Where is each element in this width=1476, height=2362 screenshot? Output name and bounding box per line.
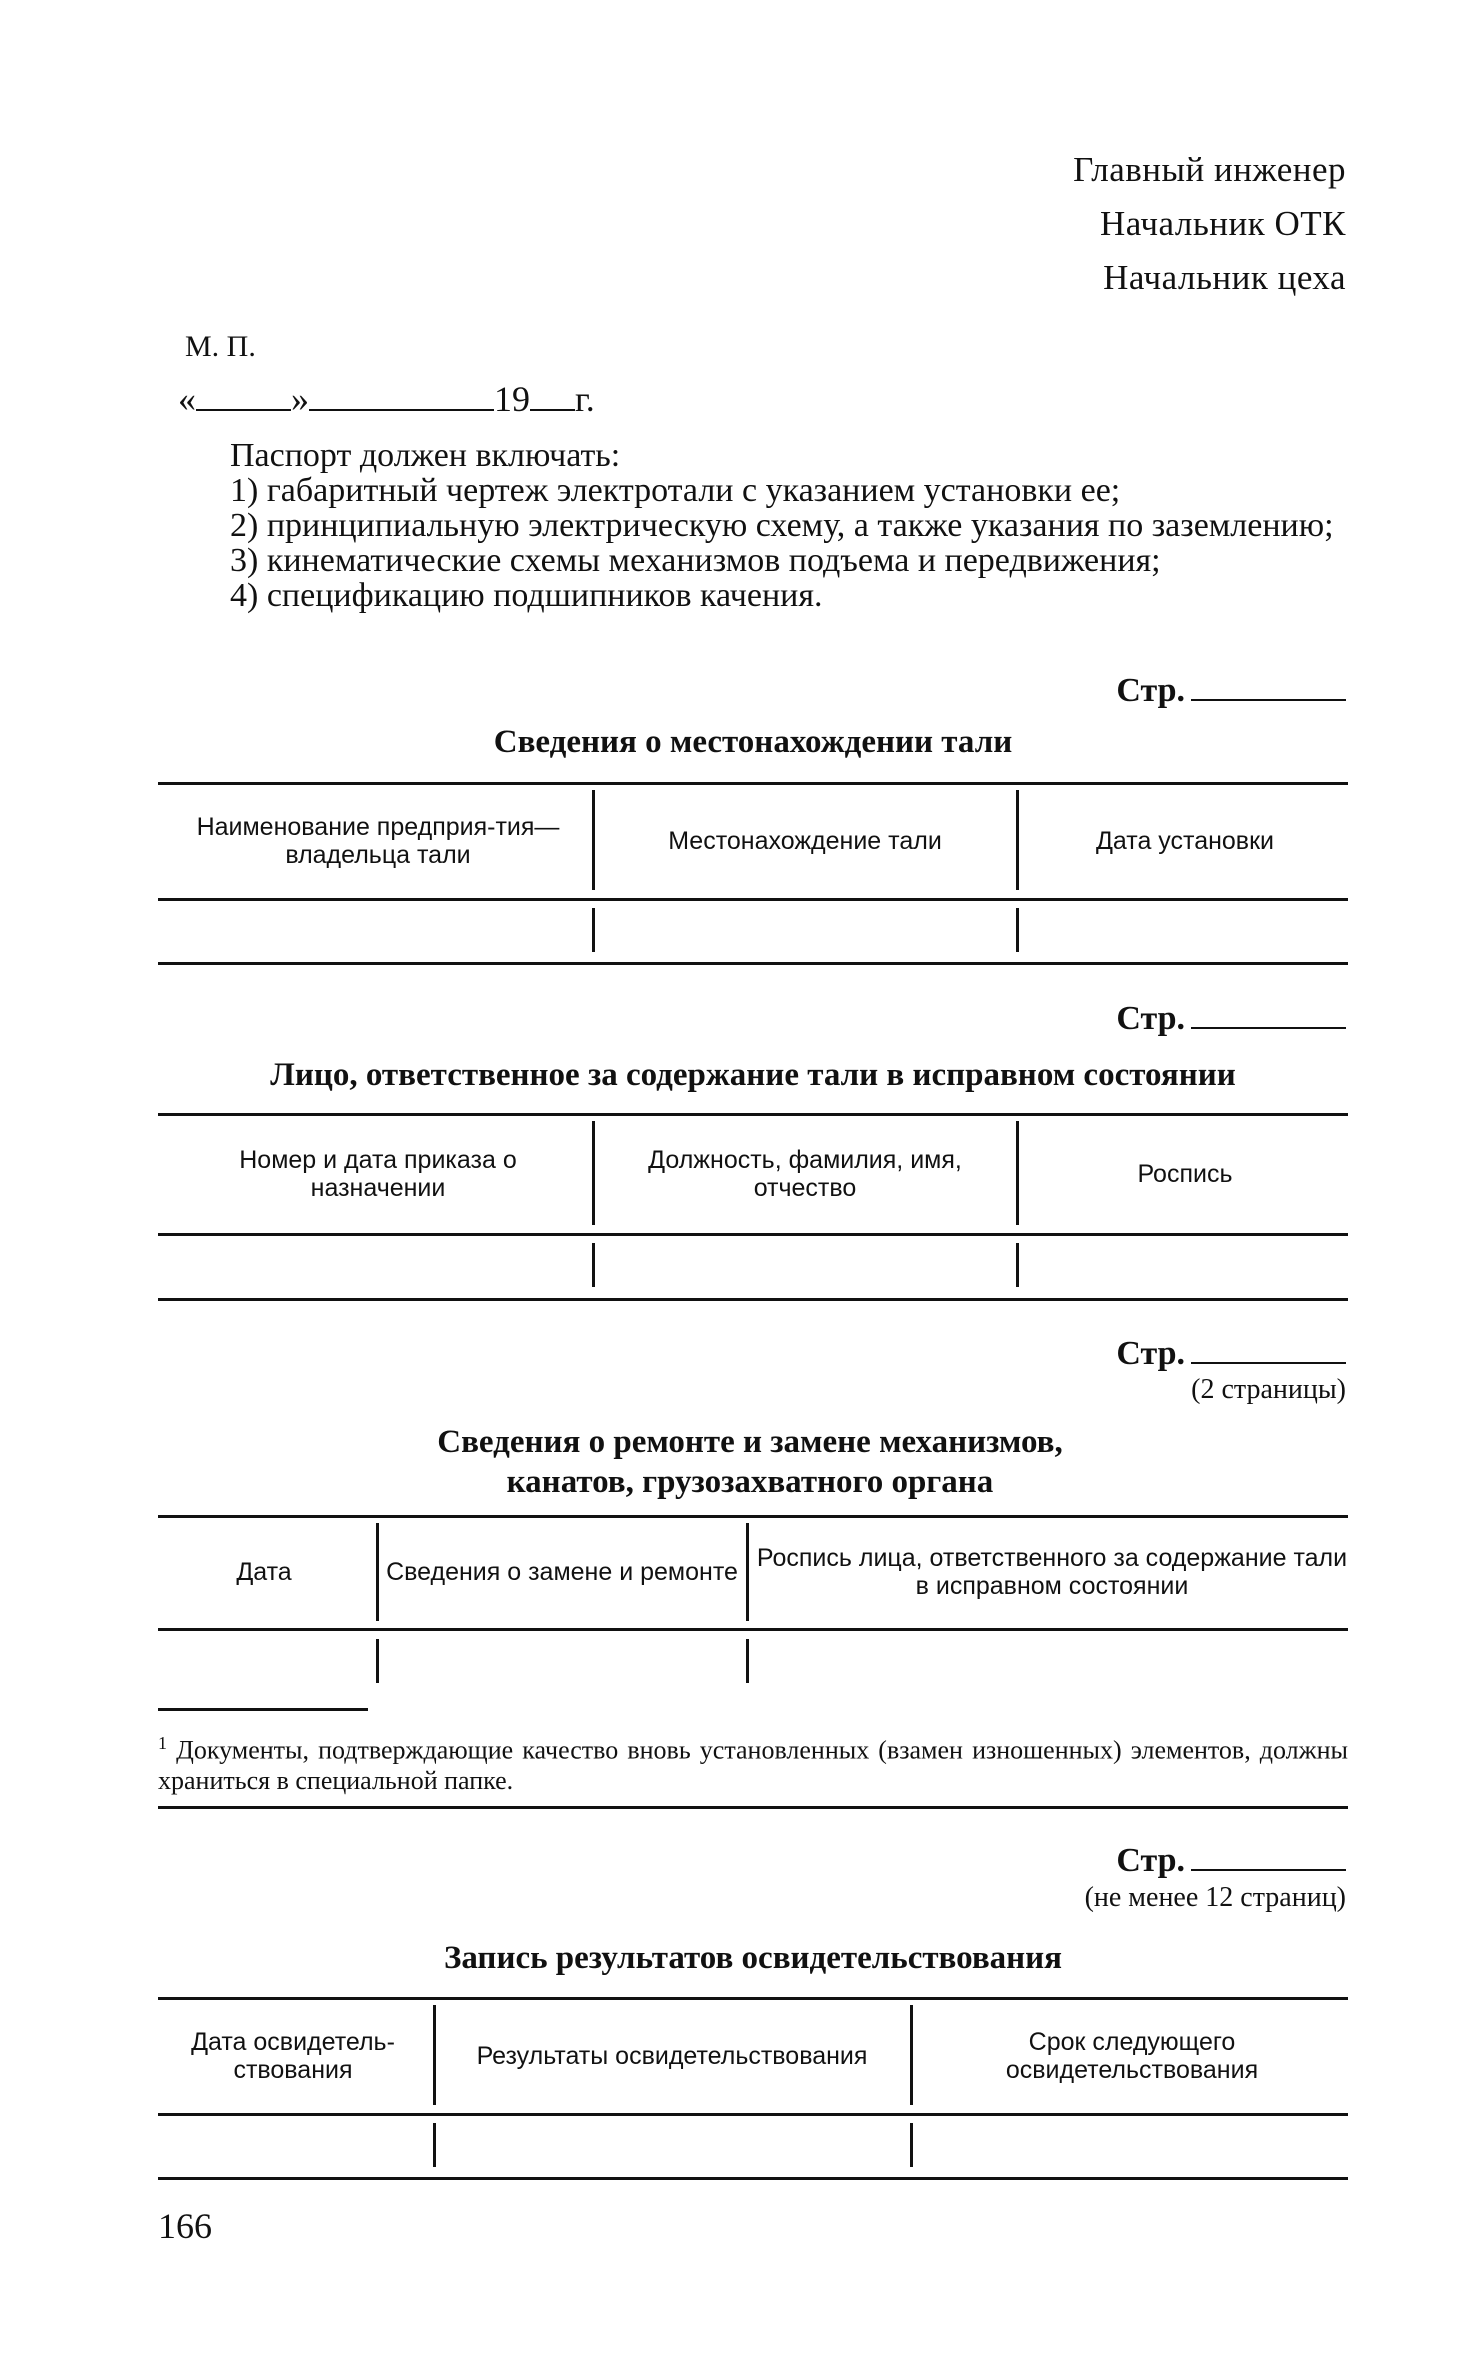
column-header-date: Дата	[236, 1558, 292, 1586]
section-title-responsible: Лицо, ответственное за содержание тали в исправном состоянии	[270, 1057, 1236, 1093]
table-rule-header	[158, 1233, 1348, 1236]
table-rule-top	[158, 1997, 1348, 2000]
footnote-bottom-rule	[158, 1806, 1348, 1809]
date-close-quote: »	[291, 379, 309, 419]
signature-chief-engineer: Главный инженер	[1073, 150, 1346, 189]
year-blank	[530, 408, 575, 411]
column-header-responsible-signature: Роспись лица, ответственного за содержание тали в исправном состоянии	[756, 1544, 1348, 1600]
column-header-repair-info: Сведения о замене и ремонте	[386, 1558, 738, 1586]
table-rule-bottom	[158, 1298, 1348, 1301]
page-ref-label: Стр.	[1116, 1000, 1185, 1037]
table-divider	[376, 1639, 379, 1683]
column-header-location: Местонахождение тали	[668, 827, 942, 855]
table-responsible	[158, 1113, 1348, 1303]
column-header-signature: Роспись	[1137, 1160, 1233, 1188]
table-divider	[910, 2123, 913, 2167]
passport-item-3: 3) кинематические схемы механизмов подъема и передвижения;	[230, 542, 1161, 579]
page-blank	[1191, 1027, 1346, 1029]
page-blank	[1191, 1869, 1346, 1871]
column-header-order: Номер и дата приказа о назначении	[239, 1146, 517, 1202]
page-note-3: (2 страницы)	[1191, 1374, 1346, 1405]
section-title-inspection: Запись результатов освидетельствования	[443, 1940, 1063, 1976]
table-divider	[1016, 790, 1019, 890]
table-divider	[746, 1523, 749, 1621]
table-divider	[592, 908, 595, 952]
footnote-text: Документы, подтверждающие качество вновь установленных (взамен изношенных) элементов, должны храниться в специальной папке.	[158, 1735, 1349, 1795]
table-rule-bottom	[158, 962, 1348, 965]
footnote-rule	[158, 1708, 368, 1711]
page-ref-2	[1116, 1000, 1346, 1038]
table-divider	[1016, 1243, 1019, 1287]
passport-item-2: 2) принципиальную электрическую схему, а также указания по заземлению;	[230, 507, 1334, 544]
table-repair	[158, 1515, 1348, 1695]
passport-item-1: 1) габаритный чертеж электротали с указанием установки ее;	[230, 472, 1121, 509]
signature-otk-head: Начальник ОТК	[1100, 204, 1346, 243]
table-divider	[1016, 1121, 1019, 1225]
column-header-install-date: Дата установки	[1096, 827, 1274, 855]
table-divider	[592, 1121, 595, 1225]
page-ref-4	[1116, 1842, 1346, 1880]
footnote	[158, 1728, 1348, 1796]
table-inspection	[158, 1997, 1348, 2182]
year-prefix: 19	[494, 379, 530, 419]
table-divider	[592, 790, 595, 890]
table-divider	[592, 1243, 595, 1287]
table-rule-header	[158, 1628, 1348, 1631]
table-rule-bottom	[158, 2177, 1348, 2180]
column-header-next-inspection: Срок следующего освидетельствования	[1005, 2028, 1259, 2084]
table-rule-header	[158, 2113, 1348, 2116]
page-blank	[1191, 699, 1346, 701]
section-title-location: Сведения о местонахождении тали	[493, 724, 1013, 760]
table-divider	[433, 2005, 436, 2105]
page-ref-label: Стр.	[1116, 672, 1185, 709]
page-ref-label: Стр.	[1116, 1335, 1185, 1372]
signature-shop-head: Начальник цеха	[1103, 258, 1346, 297]
page-ref-label: Стр.	[1116, 1842, 1185, 1879]
table-rule-top	[158, 1515, 1348, 1518]
date-open-quote: «	[178, 379, 196, 419]
table-rule-top	[158, 1113, 1348, 1116]
footnote-marker: 1	[158, 1733, 167, 1753]
table-divider	[910, 2005, 913, 2105]
table-rule-top	[158, 782, 1348, 785]
year-suffix: г.	[575, 379, 595, 419]
passport-item-4: 4) спецификацию подшипников качения.	[230, 577, 823, 614]
column-header-inspection-results: Результаты освидетельствования	[476, 2042, 868, 2070]
column-header-inspection-date: Дата освидетель-ствования	[191, 2028, 395, 2084]
table-divider	[746, 1639, 749, 1683]
passport-intro: Паспорт должен включать:	[230, 437, 621, 474]
page-note-4: (не менее 12 страниц)	[1084, 1882, 1346, 1913]
date-line	[178, 378, 595, 420]
day-blank	[196, 408, 291, 411]
page-ref-3	[1116, 1335, 1346, 1373]
page-number: 166	[158, 2206, 212, 2246]
section-title-repair: Сведения о ремонте и замене механизмов, канатов, грузозахватного органа	[437, 1424, 1063, 1500]
passport-contents	[158, 438, 1348, 613]
stamp-place-label: М. П.	[185, 330, 256, 363]
table-location	[158, 782, 1348, 967]
month-blank	[309, 408, 494, 411]
table-divider	[376, 1523, 379, 1621]
page-ref-1	[1116, 672, 1346, 710]
table-divider	[433, 2123, 436, 2167]
column-header-owner: Наименование предприя-тия—владельца тали	[196, 813, 560, 869]
column-header-position-name: Должность, фамилия, имя, отчество	[648, 1146, 962, 1202]
table-rule-header	[158, 898, 1348, 901]
table-divider	[1016, 908, 1019, 952]
page-blank	[1191, 1362, 1346, 1364]
